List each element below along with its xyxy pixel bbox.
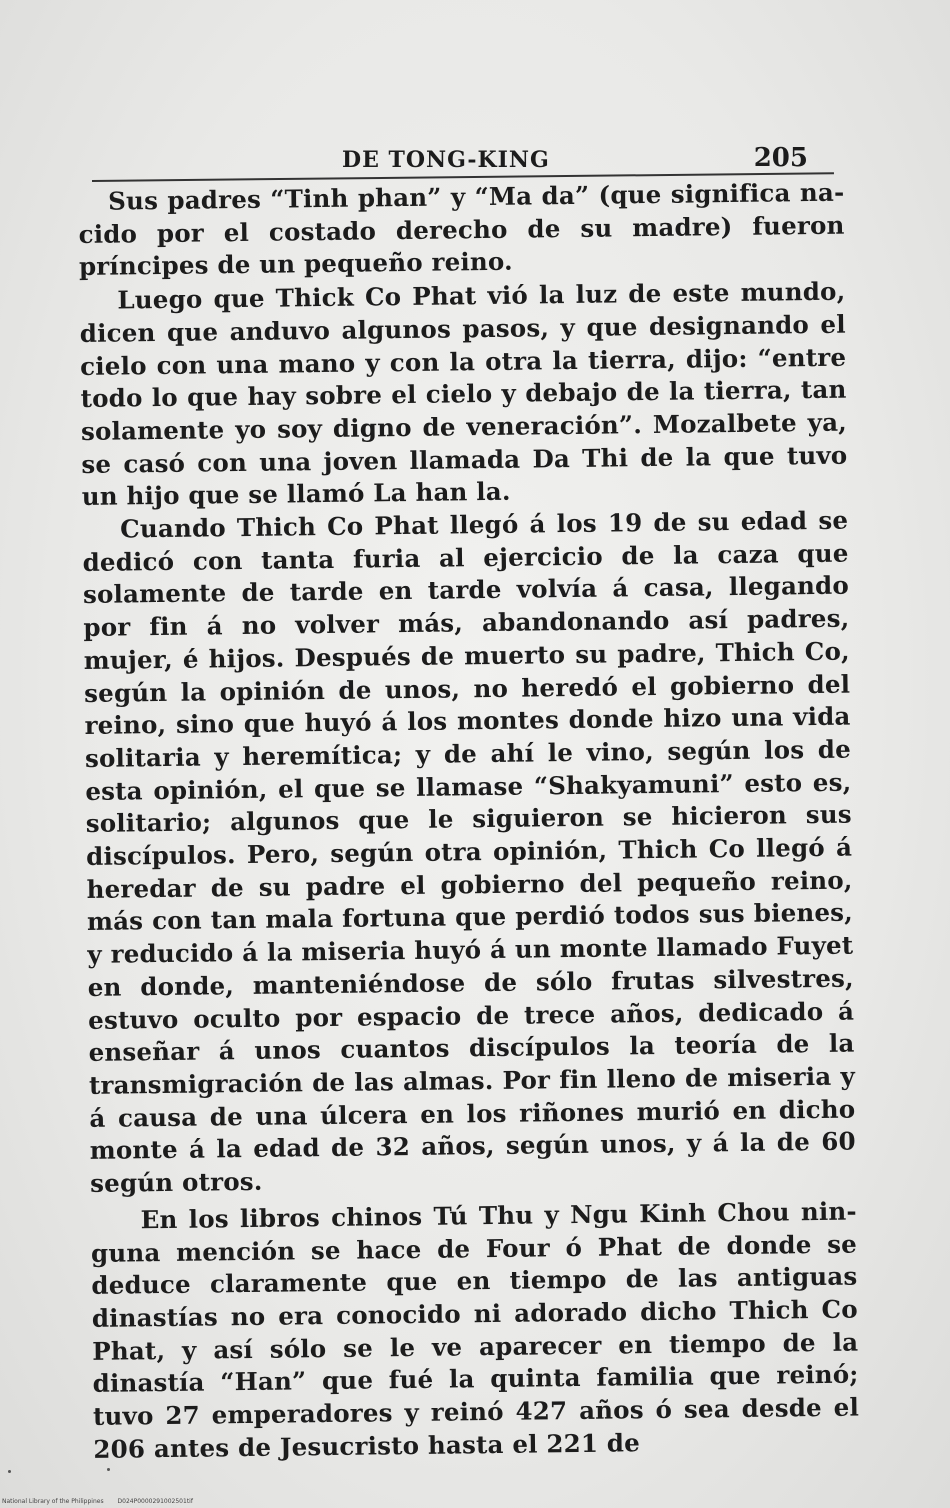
scan-speck [107,1468,110,1471]
scan-id: D024P0000291002501tif [117,1498,193,1505]
scan-footer [2,1498,205,1505]
body-text [78,177,860,1467]
paragraph-3: Cuando Thich Co Phat llegó á los 19 de su edad se dedicó con tanta furia al ejercicio de la caza que solamente de tarde en tarde volvía á casa, llegando por fin á no volver más, abandonando así padres, mujer, é hijos. Después de muerto su padre, Thich Co, según la opinión de unos, no heredó el gobierno del reino, sino que huyó á los montes donde hizo una vida solitaria y heremítica; y de ahí le vino, según los de esta opinión, el que se llamase “Shakyamuni” esto es, solitario; algunos que le siguieron se hicieron sus discípulos. Pero, según otra opinión, Thich Co llegó á heredar de su padre el gobierno del pequeño reino, más con tan mala fortuna que perdió todos sus bienes, y reducido á la miseria huyó á un monte llamado Fuyet en donde, manteniéndose de sólo frutas silvestres, estuvo oculto por espacio de trece años, dedicado á enseñar á unos cuantos discípulos la teoría de la transmigración de las almas. Por fin lleno de miseria y á causa de una úlcera en los riñones murió en dicho monte á la edad de 32 años, según unos, y á la de 60 según otros. [82,505,856,1199]
paragraph-4: En los libros chinos Tú Thu y Ngu Kinh Chou ninguna mención se hace de Four ó Phat de donde se deduce claramente que en tiempo de las antiguas dinastías no era conocido ni adorado dicho Thich Co Phat, y así sólo se le ve aparecer en tiempo de la dinastía “Han” que fué la quinta familia que reinó; tuvo 27 emperadores y reinó 427 años ó sea desde el 206 antes de Jesucristo hasta el 221 de [90,1196,860,1464]
scan-speck [8,1470,11,1473]
paragraph-1: Sus padres “Tinh phan” y “Ma da” (que significa nacido por el costado derecho de su madre) fueron príncipes de un pequeño reino. [78,177,845,282]
running-title: DE TONG-KING [342,147,550,173]
page-number: 205 [753,143,808,173]
library-credit: National Library of the Philippines [2,1498,104,1505]
paragraph-2: Luego que Thick Co Phat vió la luz de este mundo, dicen que anduvo algunos pasos, y que designando el cielo con una mano y con la otra la tierra, dijo: “entre todo lo que hay sobre el cielo y debajo de la tierra, tan solamente yo soy digno de veneración”. Mozalbete ya, se casó con una joven llamada Da Thi de la que tuvo un hijo que se llamó La han la. [79,276,848,512]
